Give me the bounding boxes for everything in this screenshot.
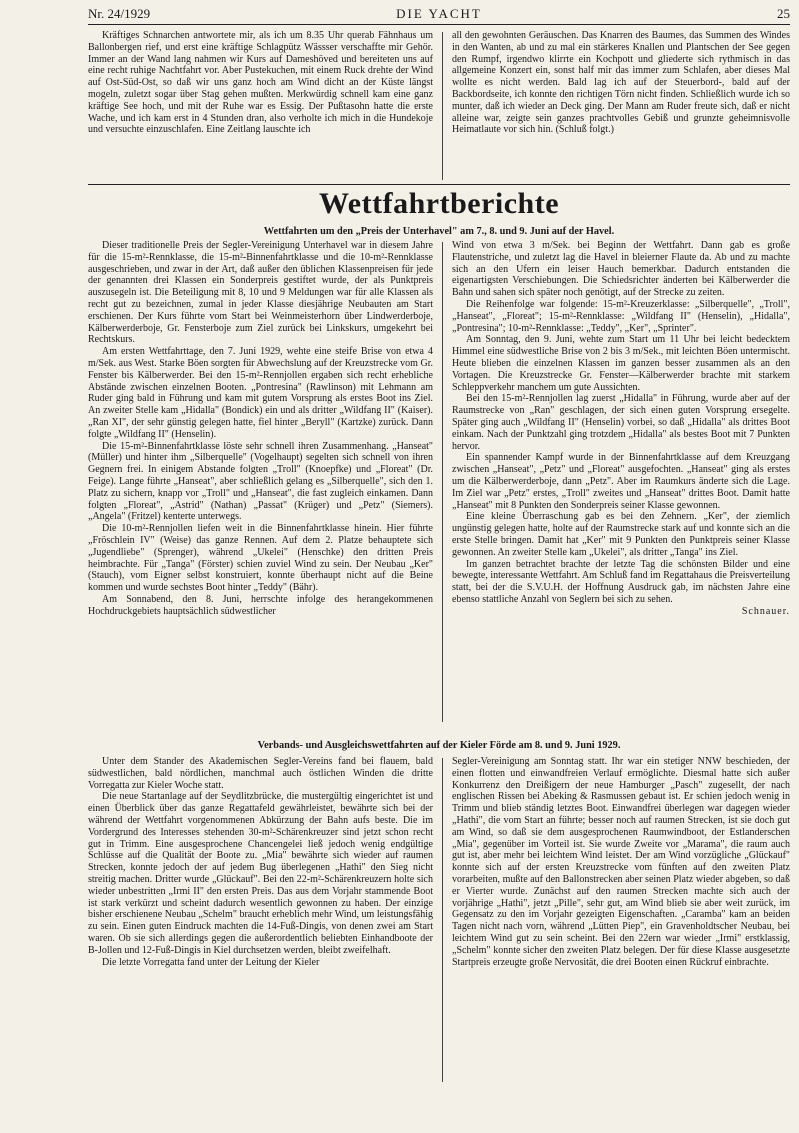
section-title: Wettfahrtberichte — [318, 187, 560, 220]
paragraph: Im ganzen betrachtet brachte der letzte Tag die schönsten Bilder und eine bewegte, interessante Wettfahrt. Am Schluß fand im Regattahaus die Preisverteilung statt, bei der die S.V.U.H. der Hoffnung Ausdruck gab, im nächsten Jahre eine ebenso stattliche Anzahl von Seglern bei sich zu sehen. — [452, 558, 790, 605]
paragraph: Die letzte Vorregatta fand unter der Leitung der Kieler — [102, 956, 320, 968]
paragraph: Am Sonnabend, den 8. Juni, herrschte infolge des herangekommenen Hochdruckgebiets hauptsächlich südwestlicher — [88, 593, 433, 617]
paragraph: Die Reihenfolge war folgende: 15-m²-Kreuzerklasse: „Silberquelle", „Troll", „Hanseat", „Floreat"; 15-m²-Rennklasse: „Wildfang II" (Henselin), „Hidalla", „Pontresina"; 10-m²-Rennklasse: „Teddy", „Ker", „Sprinter". — [452, 298, 790, 334]
top-left-column — [88, 30, 433, 182]
paragraph: Dieser traditionelle Preis der Segler-Vereinigung Unterhavel war in diesem Jahre für die 15-m²-Rennklasse, die 15-m²-Binnenfahrtklasse und die 10-m²-Rennklasse ausgeschrieben, und zwar in der Art, daß außer den üblichen Klassenpreisen für jede der genannten drei Klassen ein Sonderpreis gestiftet wurde, der als Punktpreis auszusegeln ist. Die Beteiligung mit 8, 10 und 9 Meldungen war für alle Klassen als recht gut zu bezeichnen, zumal in jeder Klasse diesjährige Neubauten am Start erschienen. Der Kurs führte vom Start bei Weinmeisterhorn über Lindwerderboje, Kälberwerderboje, Gr. Fensterboje zum Ziel zurück bei Linkskurs, umgekehrt bei Rechtskurs. — [88, 240, 433, 346]
column-divider — [442, 242, 443, 722]
header-rule — [88, 24, 790, 25]
kiel-right-column — [452, 756, 790, 1086]
page-header — [88, 6, 790, 24]
paragraph: Ein spannender Kampf wurde in der Binnenfahrtklasse auf dem Kreuzgang zwischen „Hanseat", „Petz" und „Floreat" ausgefochten. „Hanseat" ging als erstes um die Kälberwerderboje, dann „Petz". Aber im Raumkurs änderte sich die Lage. Im Ziel war „Petz" erstes, „Troll" zweites und „Hanseat" drittes Boot. Damit hatte „Hanseat" mit 8 Punkten den Sonderpreis seiner Klasse gewonnen. — [452, 452, 790, 511]
kiel-left-column — [88, 756, 433, 1086]
paragraph: Die 10-m²-Rennjollen liefen weit in die Binnenfahrtklasse hinein. Hier führte „Fröschlein IV" (Weise) das ganze Rennen. Auf dem 2. Platze behauptete sich „Jugendliebe" (Sprenger), während „Ukelei" (Henschke) den dritten Preis heimbrachte. Für „Tanga" (Förster) schien zuviel Wind zu sein. Der Neubau „Ker" (Stauch), vom Eigner selbst konstruiert, konnte überhaupt nicht auf die Beine kommen und wurde sechstes Boot hinter „Teddy" (Bähr). — [88, 523, 433, 594]
paragraph: all den gewohnten Geräuschen. Das Knarren des Baumes, das Summen des Windes in den Wanten, ab und zu mal ein stärkeres Knallen und Plantschen der See gegen den Rumpf, irgendwo klirrte ein Kochpott und gliederte sich rythmisch in das allgemeine Konzert ein, sonst half mir das immer zum Schlafen, aber dieses Mal wollte es nicht werden. Bald lag ich auf der Steuerbord-, bald auf der Backbordseite, ich konnte den richtigen Törn nicht finden. Schließlich wurde ich so munter, daß ich wieder an Deck ging. Der Mann am Ruder freute sich, daß er nicht alleine war, zeigte sein ganzes prachtvolles Gebiß und grunzte geheimnisvolle Heimatlaute vor sich hin. (Schluß folgt.) — [452, 30, 790, 136]
magazine-title: DIE YACHT — [396, 6, 482, 21]
top-right-column — [452, 30, 790, 182]
race-heading-kiel: Verbands- und Ausgleichswettfahrten auf der Kieler Förde am 8. und 9. Juni 1929. — [257, 740, 621, 751]
paragraph: Eine kleine Überraschung gab es bei den Zehnern. „Ker", der ziemlich ungünstig gelegen hatte, holte auf der Raumstrecke stark auf und konnte sich an die erste Stelle bringen. Damit hat „Ker" mit 9 Punkten den Punktpreis seiner Klasse gewonnen. An zweiter Stelle kam „Ukelei", als dritter „Tanga" ins Ziel. — [452, 511, 790, 558]
race-heading-havel: Wettfahrten um den „Preis der Unterhavel" am 7., 8. und 9. Juni auf der Havel. — [263, 226, 615, 237]
paragraph: Die neue Startanlage auf der Seydlitzbrücke, die mustergültig eingerichtet ist und einen Überblick über das ganze Regattafeld gewährleistet, bewährte sich bei der während der Wettfahrt vorgenommenen Abkürzung der Bahn aufs beste. Die im Vordergrund des Interesses stehenden 30-m²-Schärenkreuzer sind jetzt schon recht gut in Trimm. Eine ausgesprochene Chancengelei ließ jedoch wenig endgültige Schlüsse auf die Qualität der Boote zu. „Mia" bewährte sich wieder auf raumen Strecken, konnte jedoch der auf jedem Bug überlegenen „Hathi" den Sieg nicht streitig machen. Dritter wurde „Glückauf". Bei den 22-m²-Schärenkreuzern holte sich wieder unbestritten „Irmi II" den ersten Preis. Das aus dem Vorjahr stammende Boot ist stark verkürzt und scheint dadurch wesentlich gewonnen zu haben. Der einzige bisher erschienene Neubau „Schelm" braucht erheblich mehr Wind, um leistungsfähig zu sein. Einen guten Eindruck machten die 14-Fuß-Dingis, von denen zwei am Start waren. Ob sie sich allerdings gegen die außerordentlich beliebten Einhandboote der B-Jollen und 12-Fuß-Dingis in Kiel durchsetzen werden, bleibt zweifelhaft. — [88, 791, 433, 956]
issue-number: Nr. 24/1929 — [88, 6, 151, 21]
havel-left-column — [88, 240, 433, 726]
column-divider — [442, 32, 443, 180]
column-divider — [442, 758, 443, 1082]
paragraph: Die 15-m²-Binnenfahrtklasse löste sehr schnell ihren Zusammenhang. „Hanseat" (Müller) und hinter ihm „Silberquelle" (Vogelhaupt) segelten sich schnell von ihren Gegnern frei. In einigem Abstande folgten „Troll" (Knoepfke) und „Floreat" (Dr. Feige). Lange führte „Hanseat", aber schließlich gelang es „Silberquelle", sich den 1. Platz zu sichern, knapp vor „Troll" und „Hanseat", die fast zugleich einkamen. Dann folgten „Floreat", „Astrid" (Nathan) „Passat" (Krüger) und „Petz" (Siemers). „Angela" (Fritzel) kenterte unterwegs. — [88, 440, 433, 523]
havel-right-column — [452, 240, 790, 726]
paragraph: Am ersten Wettfahrttage, den 7. Juni 1929, wehte eine steife Brise von etwa 4 m/Sek. aus West. Starke Böen sorgten für Abwechslung auf der Kreuzstrecke vom Gr. Fenster bis Kälberwerder. Bei den 15-m²-Rennjollen ergaben sich recht erhebliche Abstände zwischen einzelnen Booten. „Pontresina" (Rawlinson) mit Lehmann am Ruder ging bald in Führung und kam mit gutem Vorsprung als erstes Boot ins Ziel. An zweiter Stelle kam „Hidalla" (Bondick) ein und als dritter „Wildfang II" (Kaiser). „Ran XI", der sehr günstig gelegen hatte, fiel hinter „Beryll" (Kartzke) zurück. Dann folgte „Wildfang II" (Henselin). — [88, 346, 433, 440]
paragraph: Bei den 15-m²-Rennjollen lag zuerst „Hidalla" in Führung, wurde aber auf der Raumstrecke von „Ran" geschlagen, der sich einen guten Vorsprung ersegelte. Später ging auch „Wildfang II" (Henselin) vorbei, so daß „Hidalla" als drittes Boot einkam. Nach der Punktzahl ging trotzdem „Hidalla" als bestes Boot mit 7 Punkten hervor. — [452, 393, 790, 452]
paragraph: Kräftiges Schnarchen antwortete mir, als ich um 8.35 Uhr querab Fähnhaus um Ballonbergen rief, und erst eine kräftige Schlagpütz Wässser verschaffte mir Gehör. Immer an der Wand lang nahmen wir Kurs auf Dameshöved und bereiteten uns auf eine recht ruhige Nachtfahrt vor. Aber Pustekuchen, mit einem Ruck drehte der Wind auf Ost-Süd-Ost, so daß wir uns ganz hoch am Wind dicht an der Küste längst mogeln, zuletzt sogar über Stag gehen mußten. Merkwürdig schnell kam eine ganz kräftige See hoch, und mit der Ruhe war es Essig. Der Pußtasohn hatte die erste Wache, und ich kam erst in 4 Stunden dran, also verholte ich mich in die Hundekoje und versuchte einzuschlafen. Eine Zeitlang lauschte ich — [88, 30, 433, 136]
page-number: 25 — [777, 6, 790, 21]
paragraph: Unter dem Stander des Akademischen Segler-Vereins fand bei flauem, bald südwestlichen, bald nördlichen, manchmal auch östlichen Winden die dritte Vorregatta zur Kieler Woche statt. — [88, 756, 433, 791]
paragraph: Wind von etwa 3 m/Sek. bei Beginn der Wettfahrt. Dann gab es große Flautenstriche, und zuletzt lag die Havel in bleierner Flaute da. Ab und zu machte sich an den Ufern ein leiser Hauch bemerkbar. Dadurch entstanden die eigenartigsten Verschiebungen. Die Schiedsrichter änderten bei Kälberwerder die Bahn und sahen sich später noch genötigt, auf der Strecke zu zeiten. — [452, 240, 790, 299]
author-signature: Schnauer. — [741, 605, 790, 617]
paragraph: Am Sonntag, den 9. Juni, wehte zum Start um 11 Uhr bei leicht bedecktem Himmel eine südwestliche Brise von 2 bis 3 m/Sek., mit leichten Böen untermischt. Heute blieben die einzelnen Klassen im ganzen besser zusammen als an den Vortagen. Die Kreuzstrecke Gr. Fenster—Kälberwerder brachte mit starkem Schleppverkehr manchem um gute Aussichten. — [452, 334, 790, 393]
section-rule — [88, 184, 790, 185]
paragraph: Segler-Vereinigung am Sonntag statt. Ihr war ein stetiger NNW beschieden, der einen flotten und einwandfreien Verlauf ermöglichte. Diesmal hatte sich außer Konkurrenz den Dreißigern der neue Hamburger „Pasch" zugesellt, der nach englischen Rissen bei Abeking & Rasmussen gebaut ist. Er schien jedoch wenig in Trimm und blieb ständig letztes Boot. Einwandfrei überlegen war dagegen wieder „Hathi", die vom Start an führte; besser noch auf raumen Strecken, ist sie doch gut am Wind, so daß sie dem ausgesprochenen Raumwindboot, der Estlanderschen „Mia", gegenüber im Vorteil ist. Sie wurde Zweite vor „Marama", die raum auch gut ist, aber mehr bei leichtem Wind leistet. Der am Wind vorzügliche „Glückauf" konnte sich auf der ersten Kreuzstrecke vom fünften auf den zweiten Platz vorarbeiten, mußte auf den Ballonstrecken aber seinen Platz wieder abgeben, so daß er Vierter wurde. Zunächst auf den raumen Strecken machte sich auch der vorjährige „Hathi", jetzt „Pille", sehr gut, am Wind blieb sie aber weit zurück, im Gegensatz zu den im Vorjahr gezeigten Eigenschaften. „Caramba" kam an beiden Tagen nicht nach vorn, während „Lütten Piep", ein Gravenholdtscher Neubau, bei leichtem Wind gut zu sein scheint. Bei den 22ern war wieder „Irmi" erstklassig, „Schelm" konnte sicher den zweiten Platz belegen. Der für diese Klasse ausgesetzte Startpreis erzeugte große Nervosität, die drei Booten einen Rückruf einbrachte. — [452, 756, 790, 968]
